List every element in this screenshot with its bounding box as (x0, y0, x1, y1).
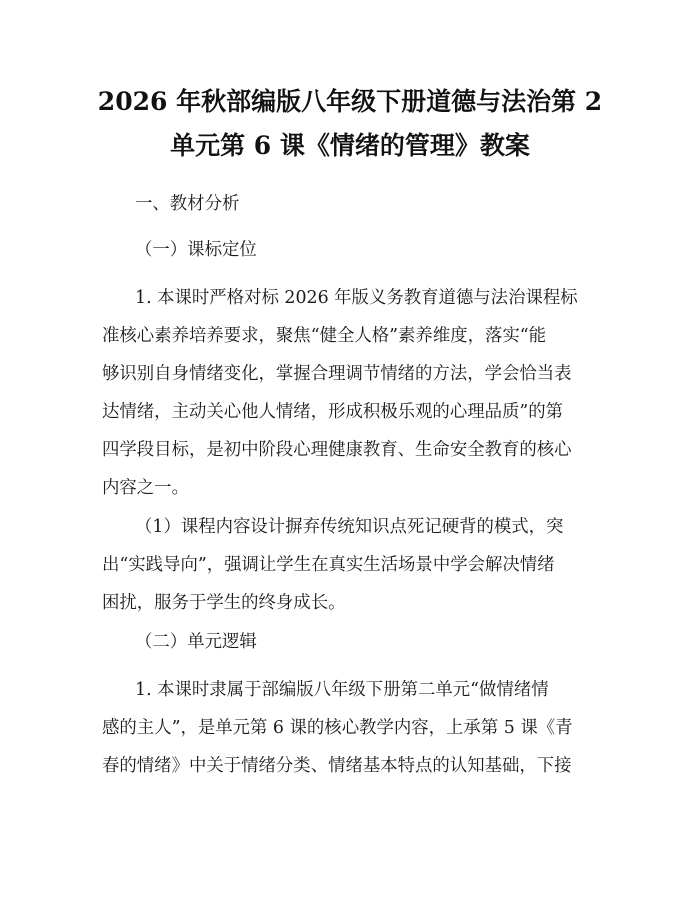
paragraph-line: 困扰，服务于学生的终身成长。 (102, 593, 346, 613)
paragraph-line: 1. 本课时严格对标 2026 年版义务教育道德与法治课程标 (135, 288, 578, 308)
document-title (94, 80, 606, 168)
section-heading-teaching-material-analysis: 一、教材分析 (135, 194, 240, 214)
paragraph-line: 四学段目标，是初中阶段心理健康教育、生命安全教育的核心 (102, 440, 572, 460)
paragraph-line: 1. 本课时隶属于部编版八年级下册第二单元“做情绪情 (135, 680, 549, 700)
paragraph-line: 出“实践导向”，强调让学生在真实生活场景中学会解决情绪 (102, 555, 555, 575)
subsection-heading-curriculum-standard: （一）课标定位 (135, 240, 257, 260)
paragraph-line: 达情绪，主动关心他人情绪，形成积极乐观的心理品质”的第 (102, 402, 564, 422)
paragraph-line: 够识别自身情绪变化，掌握合理调节情绪的方法，学会恰当表 (102, 364, 572, 384)
paragraph-line: （1）课程内容设计摒弃传统知识点死记硬背的模式，突 (135, 517, 564, 537)
title-line-1: 2026 年秋部编版八年级下册道德与法治第 2 (97, 87, 603, 116)
subsection-heading-unit-logic: （二）单元逻辑 (135, 632, 257, 652)
paragraph-line: 内容之一。 (102, 478, 189, 498)
paragraph-line: 感的主人”，是单元第 6 课的核心教学内容，上承第 5 课《青 (102, 718, 573, 738)
paragraph-line: 准核心素养培养要求，聚焦“健全人格”素养维度，落实“能 (102, 326, 547, 346)
paragraph-line: 春的情绪》中关于情绪分类、情绪基本特点的认知基础，下接 (102, 756, 572, 776)
title-line-2: 单元第 6 课《情绪的管理》教案 (170, 131, 530, 160)
